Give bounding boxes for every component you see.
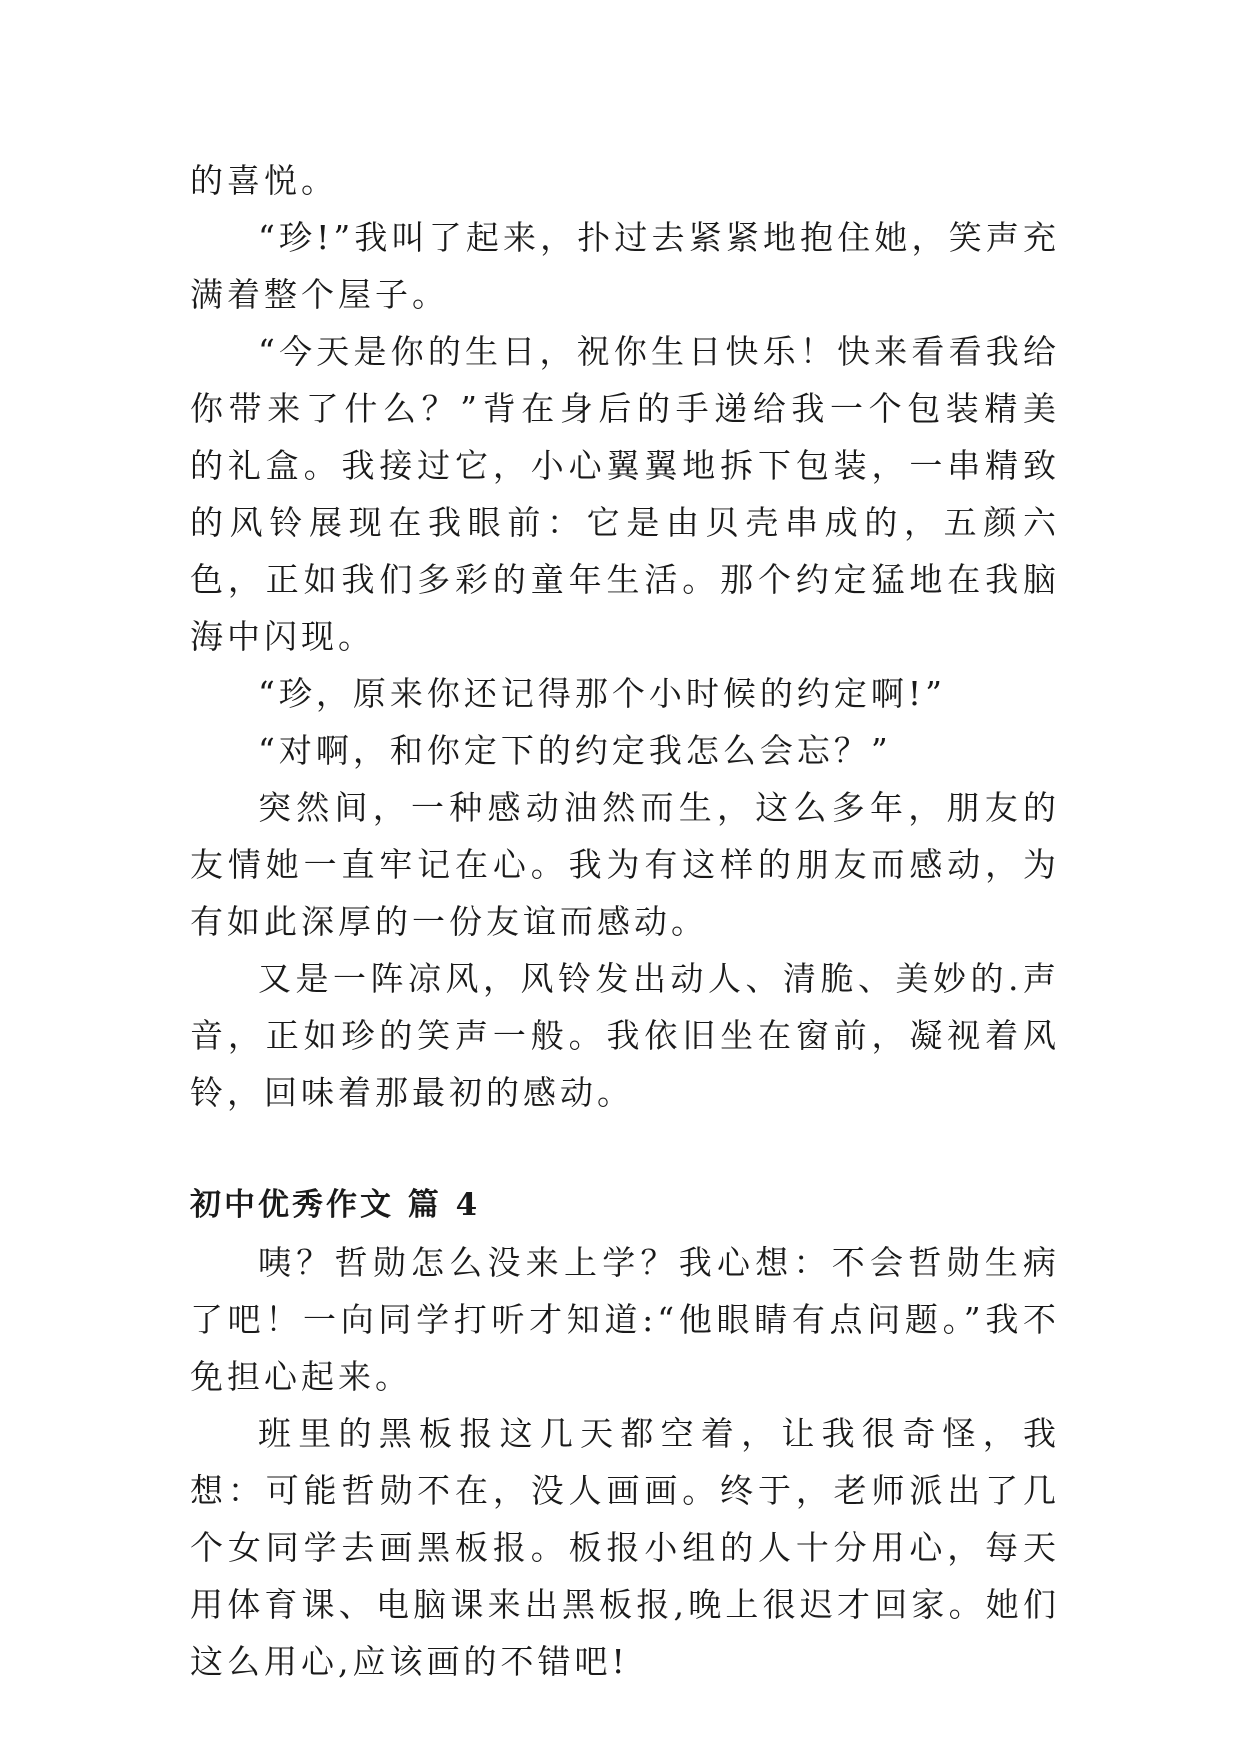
paragraph: “珍，原来你还记得那个小时候的约定啊!” bbox=[258, 674, 947, 713]
paragraph: “珍!”我叫了起来，扑过去紧紧地抱住她，笑声充满着整个屋子。 bbox=[190, 218, 1060, 314]
paragraph: 又是一阵凉风，风铃发出动人、清脆、美妙的.声音，正如珍的笑声一般。我依旧坐在窗前，凝视着风铃，回味着那最初的感动。 bbox=[190, 959, 1060, 1112]
paragraph: 班里的黑板报这几天都空着，让我很奇怪，我想：可能哲勋不在，没人画画。终于，老师派出了几个女同学去画黑板报。板报小组的人十分用心，每天用体育课、电脑课来出黑板报,晚上很迟才回家。她们这么用心,应该画的不错吧! bbox=[190, 1414, 1060, 1681]
paragraph: 咦？哲勋怎么没来上学？我心想：不会哲勋生病了吧！一向同学打听才知道:“他眼睛有点问题。”我不免担心起来。 bbox=[190, 1243, 1060, 1396]
paragraph-continuation: 的喜悦。 bbox=[190, 161, 338, 200]
document-body bbox=[190, 152, 1060, 1690]
section-heading: 初中优秀作文 篇 4 bbox=[190, 1187, 481, 1223]
paragraph: “对啊，和你定下的约定我怎么会忘？” bbox=[258, 731, 892, 770]
paragraph: 突然间，一种感动油然而生，这么多年，朋友的友情她一直牢记在心。我为有这样的朋友而感动，为有如此深厚的一份友谊而感动。 bbox=[190, 788, 1060, 941]
paragraph: “今天是你的生日，祝你生日快乐！快来看看我给你带来了什么？”背在身后的手递给我一个包装精美的礼盒。我接过它，小心翼翼地拆下包装，一串精致的风铃展现在我眼前：它是由贝壳串成的，五颜六色，正如我们多彩的童年生活。那个约定猛地在我脑海中闪现。 bbox=[190, 332, 1060, 656]
